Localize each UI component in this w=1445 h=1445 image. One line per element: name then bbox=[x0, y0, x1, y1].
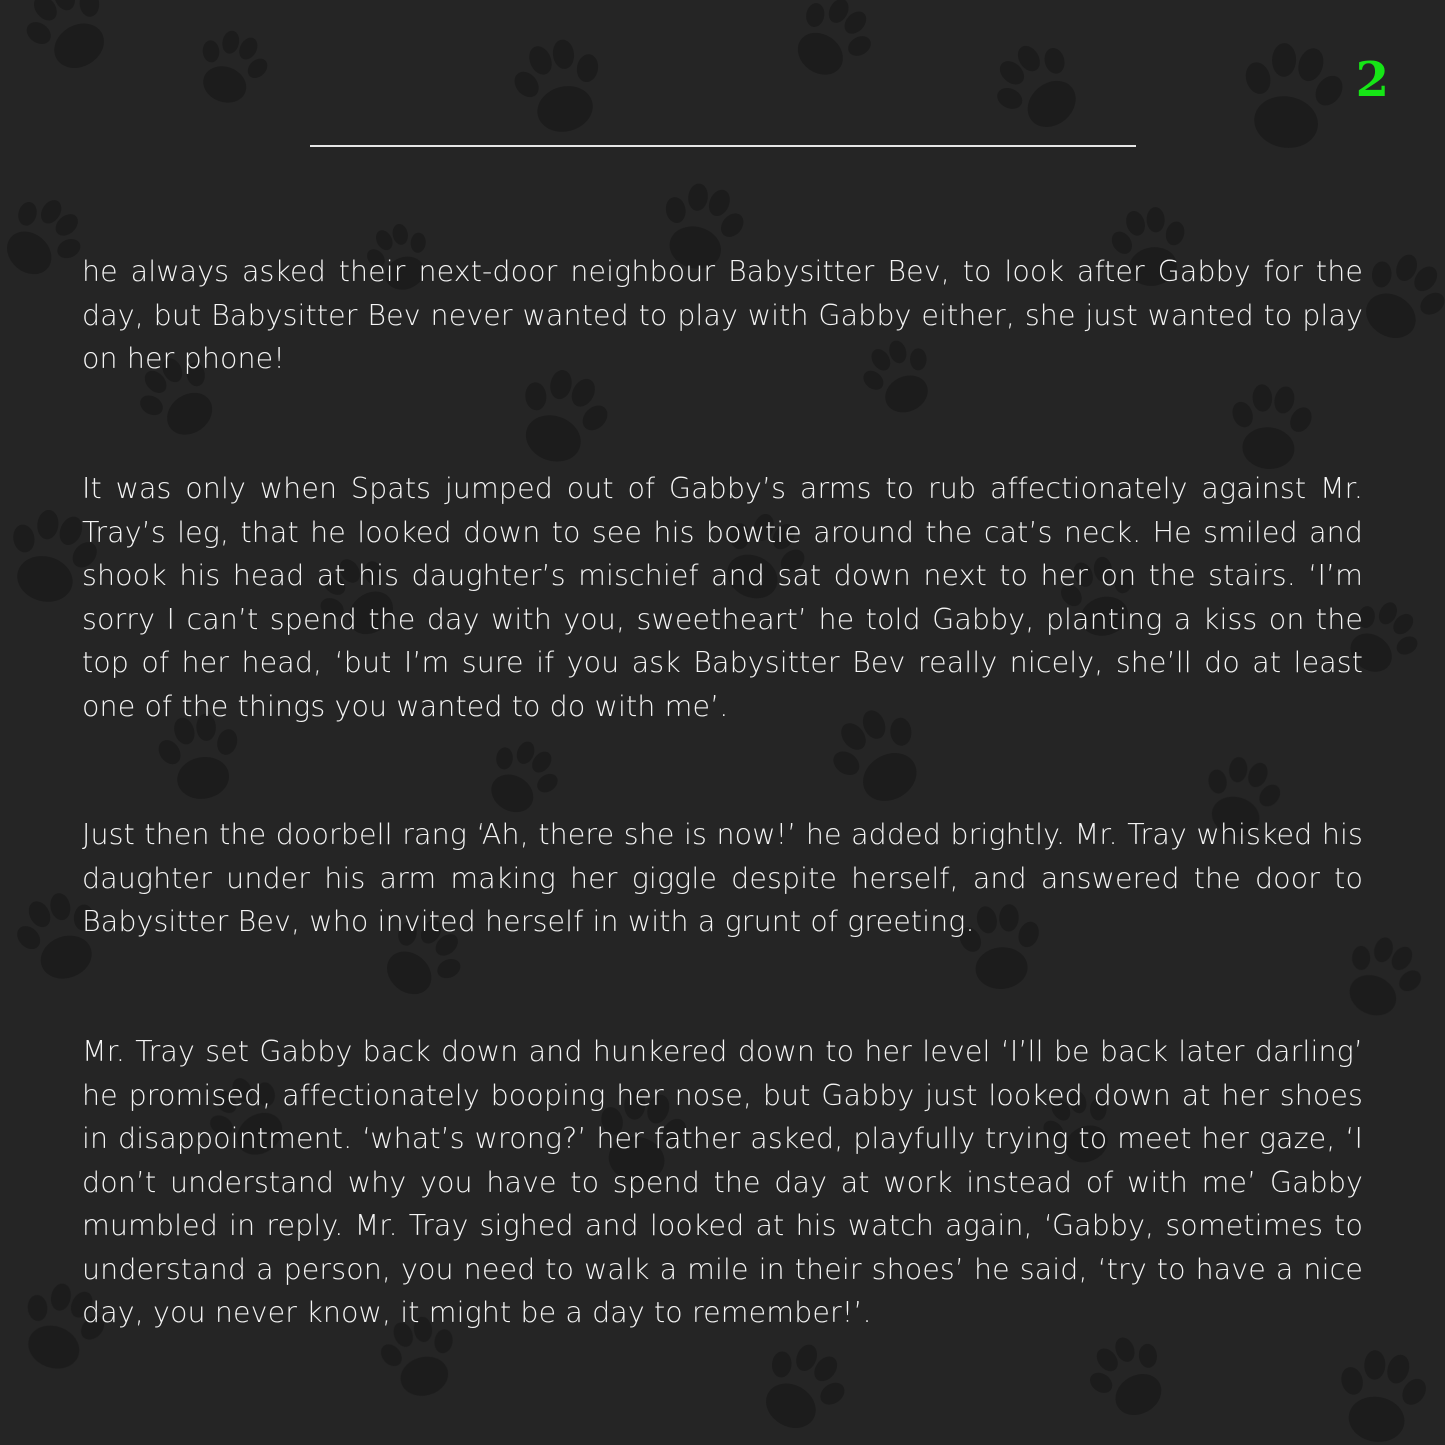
story-paragraph-3: Just then the doorbell rang ‘Ah, there she is now!’ he added brightly. Mr. Tray whisked his daughter under his arm making her giggle despite herself, and answered the door to Babysitter Bev, who invited herself in with a grunt of greeting. bbox=[82, 818, 1363, 938]
header-divider bbox=[310, 145, 1136, 147]
paw-print-icon bbox=[185, 21, 279, 114]
paw-print-icon bbox=[10, 0, 128, 85]
paw-print-icon bbox=[503, 30, 617, 143]
story-paragraph-1: he always asked their next-door neighbour Babysitter Bev, to look after Gabby for the day, but Babysitter Bev never wanted to play with Gabby either, she just wanted to play on her phone! bbox=[82, 255, 1363, 375]
paw-print-icon bbox=[1327, 1343, 1435, 1445]
paw-print-icon bbox=[743, 1329, 861, 1445]
paw-print-icon bbox=[777, 0, 888, 93]
story-paragraph-4: Mr. Tray set Gabby back down and hunkered down to her level ‘I’ll be back later darling’ he promised, affectionately booping her nose, but Gabby just looked down at her shoes in disappointment. ‘what’s wrong?’ her father asked, playfully trying to meet her gaze, ‘I don’t understand why you have to spend the day at work instead of with me’ Gabby mumbled in reply. Mr. Tray sighed and looked at his watch again, ‘Gabby, sometimes to understand a person, you need to walk a mile in their shoes’ he said, ‘try to have a nice day, you never know, it might be a day to remember!’. bbox=[82, 1035, 1363, 1329]
paw-print-icon bbox=[977, 26, 1098, 147]
paw-print-icon bbox=[1230, 35, 1354, 157]
paw-print-icon bbox=[1224, 380, 1318, 472]
page-number: 2 bbox=[1355, 52, 1389, 108]
story-paragraph-2: It was only when Spats jumped out of Gabby’s arms to rub affectionately against Mr. Tray’s leg, that he looked down to see his bowtie around the cat’s neck. He smiled and shook his head at his daughter’s mischief and sat down next to her on the stairs. ‘I’m sorry I can’t spend the day with you, sweetheart’ he told Gabby, planting a kiss on the top of her head, ‘but I’m sure if you ask Babysitter Bev really nicely, she’ll do at least one of the things you wanted to do with me’. bbox=[82, 472, 1363, 723]
paw-print-icon bbox=[1074, 1323, 1183, 1431]
